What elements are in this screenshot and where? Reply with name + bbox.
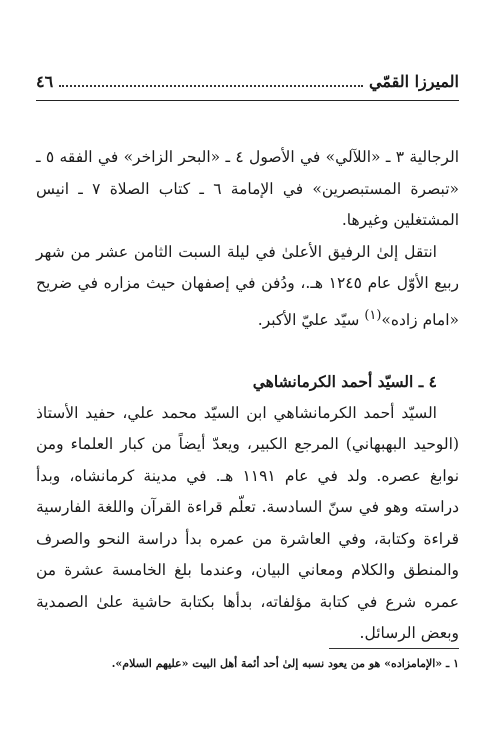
- paragraph-continuation: الرجالية ٣ ـ «اللآلي» في الأصول ٤ ـ «البحر الزاخر» في الفقه ٥ ـ «تبصرة المستبصرين» في الإمامة ٦ ـ كتاب الصلاة ٧ ـ انيس المشتغلين وغيرها.: [36, 148, 460, 229]
- section-heading: ٤ ـ السيّد أحمد الكرمانشاهي: [252, 372, 437, 392]
- header-rule: [36, 100, 459, 101]
- paragraph-death-end: سيّد عليّ الأكبر.: [257, 310, 365, 329]
- footnote-reference: (١): [364, 307, 382, 323]
- paragraph-death: [36, 237, 459, 337]
- paragraph-biography: السيّد أحمد الكرمانشاهي ابن السيّد محمد علي، حفيد الأستاذ (الوحيد البهبهاني) المرجع الكبير، ويعدّ أيضاً من كبار العلماء ومن نوابغ عصره. ولد في عام ١١٩١ هـ. في مدينة كرمانشاه، وبدأ دراسته وهو في سنّ السادسة. تعلّم قراءة القرآن واللغة الفارسية قراءة وكتابة، وفي العاشرة من عمره بدأ دراسة النحو والصرف والمنطق والكلام ومعاني البيان، وعندما بلغ الخامسة عشرة من عمره شرع في كتابة مؤلفاته، بدأها بكتابة حاشية علىٰ الصمدية وبعض الرسائل.: [36, 403, 460, 643]
- page-header: [36, 72, 459, 91]
- main-text: [36, 142, 459, 650]
- footnote: ١ ـ «الإمامزاده» هو من يعود نسبه إلىٰ أحد أئمة أهل البيت «عليهم السلام».: [111, 657, 459, 670]
- page-number: ٤٦: [36, 72, 54, 91]
- footnote-separator: [329, 648, 459, 649]
- leader-dots: [59, 85, 363, 87]
- running-title: الميرزا القمّي: [369, 72, 459, 91]
- paragraph-death-text: انتقل إلىٰ الرفيق الأعلىٰ في ليلة السبت الثامن عشر من شهر ربيع الأوّل عام ١٢٤٥ هـ.، ودُفن في إصفهان حيث مزاره في ضريح «امام زاده»: [36, 242, 459, 329]
